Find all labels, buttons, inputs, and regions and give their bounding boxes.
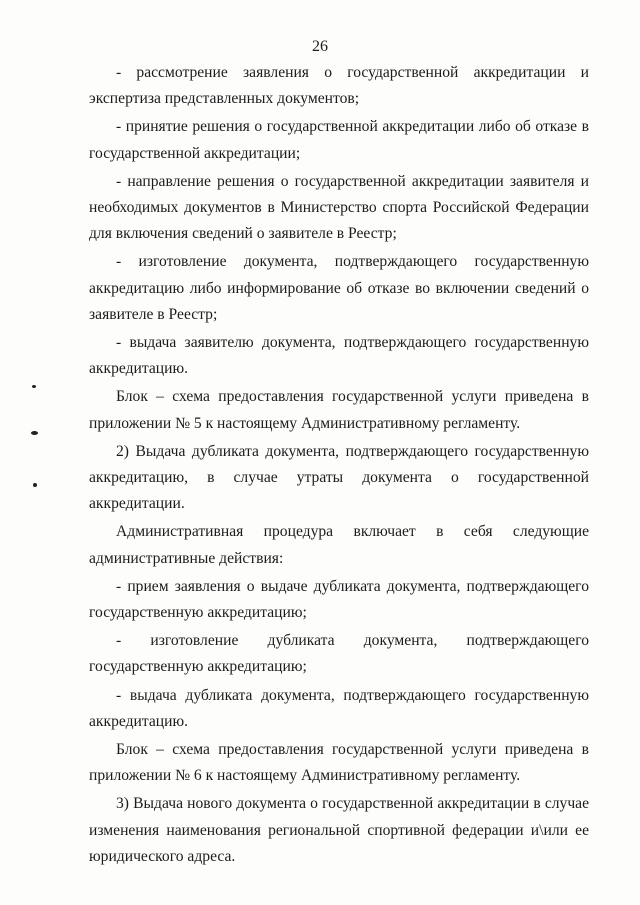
paragraph: - выдача дубликата документа, подтверждающего государственную аккредитацию. [89, 686, 589, 730]
scan-mark [33, 483, 37, 487]
paragraph: Блок – схема предоставления государственной услуги приведена в приложении № 6 к настоящему Административному регламенту. [89, 741, 589, 785]
paragraph: - прием заявления о выдаче дубликата документа, подтверждающего государственную аккредитацию; [89, 577, 589, 622]
paragraph: - выдача заявителю документа, подтверждающего государственную аккредитацию. [89, 334, 589, 378]
scan-mark [31, 431, 38, 435]
document-body [89, 60, 589, 872]
paragraph: Административная процедура включает в себя следующие административные действия: [89, 523, 589, 567]
paragraph: 3) Выдача нового документа о государственной аккредитации в случае изменения наименования региональной спортивной федерации и\или ее юридического адреса. [89, 795, 589, 865]
paragraph: - изготовление документа, подтверждающего государственную аккредитацию либо информирование об отказе во включении сведений о заявителе в Реестр; [89, 253, 589, 323]
paragraph: - рассмотрение заявления о государственной аккредитации и экспертиза представленных документов; [89, 64, 589, 108]
scan-mark [32, 385, 36, 388]
paragraph: 2) Выдача дубликата документа, подтверждающего государственную аккредитацию, в случае утраты документа о государственной аккредитации. [89, 442, 589, 513]
paragraph: - принятие решения о государственной аккредитации либо об отказе в государственной аккредитации; [89, 118, 589, 162]
paragraph: - направление решения о государственной аккредитации заявителя и необходимых документов в Министерство спорта Российской Федерации для включения сведений о заявителе в Реестр; [89, 172, 589, 243]
page-number: 26 [312, 38, 328, 55]
paragraph: Блок – схема предоставления государственной услуги приведена в приложении № 5 к настоящему Административному регламенту. [89, 388, 589, 432]
paragraph: - изготовление дубликата документа, подтверждающего государственную аккредитацию; [89, 632, 589, 676]
